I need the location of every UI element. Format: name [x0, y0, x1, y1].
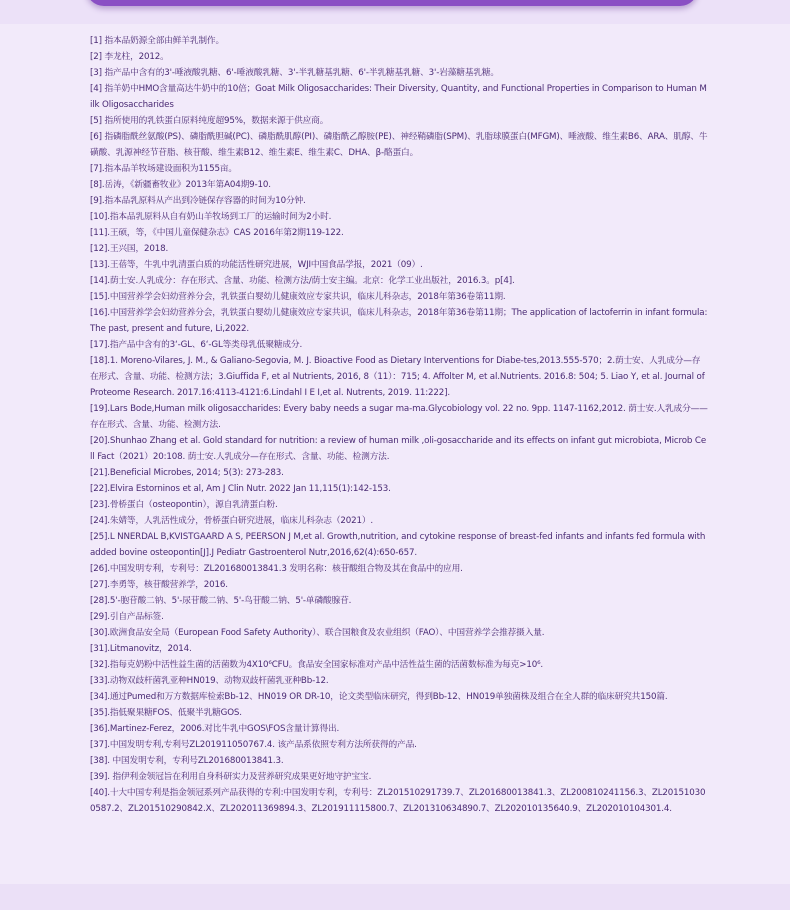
reference-item: [21].Beneficial Microbes, 2014; 5(3): 273-283.: [90, 468, 284, 478]
reference-item: [27].李勇等，核苷酸营养学，2016.: [90, 580, 228, 590]
reference-item: [19].Lars Bode,Human milk oligosaccharides: Every baby needs a sugar ma-ma.Glycobiology vol. 22 no. 9pp. 1147-1162,2012. 荫士安.人乳成分——存在形式、含量、功能、检测方法.: [90, 404, 708, 430]
reference-item: [26].中国发明专利，专利号：ZL201680013841.3 发明名称：核苷酸组合物及其在食品中的应用.: [90, 564, 463, 574]
reference-item: [25].L NNERDAL B,KVISTGAARD A S, PEERSON J M,et al. Growth,nutrition, and cytokine response of breast-fed infants and infants fed formula with added bovine osteopontin[J].J Pediatr Gastroenterol Nutr,2016,62(4):650-657.: [90, 532, 706, 558]
reference-item: [32].指每克奶粉中活性益生菌的活菌数为4X10⁶CFU。食品安全国家标准对产品中活性益生菌的活菌数标准为每克>10⁶.: [90, 660, 544, 670]
reference-item: [22].Elvira Estorninos et al, Am J Clin Nutr. 2022 Jan 11,115(1):142-153.: [90, 484, 391, 494]
reference-item: [34].通过Pumed和万方数据库检索Bb-12、HN019 OR DR-10，论文类型临床研究，得到Bb-12、HN019单独菌株及组合在全人群的临床研究共150篇.: [90, 692, 668, 702]
reference-item: [30].欧洲食品安全局（European Food Safety Authority）、联合国粮食及农业组织（FAO）、中国营养学会推荐摄入量.: [90, 628, 545, 638]
reference-item: [36].Martinez-Ferez，2006.对比牛乳中GOS\FOS含量计算得出.: [90, 724, 340, 734]
reference-item: [8].岳涛，《新疆畜牧业》2013年第A04期9-10.: [90, 180, 271, 190]
decorative-header-tab: [86, 0, 698, 6]
reference-item: [5] 指所使用的乳铁蛋白原料纯度超95%，数据来源于供应商。: [90, 116, 329, 126]
reference-item: [18].1. Moreno-Vilares, J. M., & Galiano-Segovia, M. J. Bioactive Food as Dietary Interventions for Diabe-tes,2013.555-570；2.荫士安、人乳成分—存在形式、含量、功能、检测方法；3.Giuffida F, et al Nutrients, 2016, 8（11）：715; 4. Affolter M, et al.Nutrients. 2016.8: 504; 5. Liao Y, et al. Journal of Proteome Research. 2017.16:4113-4121:6.Lindahl I E I,et al. Nutrents, 2019. 11:222].: [90, 356, 705, 398]
reference-item: [31].Litmanovitz，2014.: [90, 644, 192, 654]
reference-item: [4] 指羊奶中HMO含量高达牛奶中的10倍；Goat Milk Oligosaccharides: Their Diversity, Quantity, and Functional Properties in Comparison to Human Milk Oligosaccharides: [90, 84, 707, 110]
reference-item: [15].中国营养学会妇幼营养分会，乳铁蛋白婴幼儿健康效应专家共识，临床儿科杂志，2018年第36卷第11期.: [90, 292, 506, 302]
reference-item: [17].指产品中含有的3‘-GL、6‘-GL等类母乳低聚糖成分.: [90, 340, 303, 350]
reference-item: [7].指本品羊牧场建设面积为1155亩。: [90, 164, 237, 174]
reference-item: [37].中国发明专利,专利号ZL201911050767.4. 该产品系依照专利方法所获得的产品.: [90, 740, 417, 750]
reference-item: [20].Shunhao Zhang et al. Gold standard for nutrition: a review of human milk ,oli-gosaccharide and its effects on infant gut microbiota, Microb Cell Fact（2021）20:108. 荫士安.人乳成分—存在形式、含量、功能、检测方法.: [90, 436, 707, 462]
reference-item: [29].引自产品标签.: [90, 612, 164, 622]
reference-list: [90, 33, 708, 817]
reference-item: [6] 指磷脂酰丝氨酸(PS)、磷脂酰胆碱(PC)、磷脂酰肌醇(PI)、磷脂酰乙醇胺(PE)、神经鞘磷脂(SPM)、乳脂球膜蛋白(MFGM)、唾液酸、维生素B6、ARA、肌醇、牛磺酸、乳源神经节苷脂、核苷酸、维生素B12、维生素E、维生素C、DHA、β-酪蛋白。: [90, 132, 708, 158]
reference-item: [38]. 中国发明专利，专利号ZL201680013841.3.: [90, 756, 284, 766]
reference-item: [16].中国营养学会妇幼营养分会，乳铁蛋白婴幼儿健康效应专家共识，临床儿科杂志，2018年第36卷第11期；The application of lactoferrin in infant formula:The past, present and future, Li,2022.: [90, 308, 708, 334]
reference-item: [11].王硕，等，《中国儿童保健杂志》CAS 2016年第2期119-122.: [90, 228, 344, 238]
reference-item: [40].十大中国专利是指金领冠系列产品获得的专利:中国发明专利，专利号：ZL201510291739.7、ZL201680013841.3、ZL200810241156.3、ZL201510300587.2、ZL201510290842.X、ZL202011369894.3、ZL201911115800.7、ZL201310634890.7、ZL202010135640.9、ZL202010104301.4.: [90, 788, 706, 814]
reference-item: [12].王兴国，2018.: [90, 244, 169, 254]
reference-item: [3] 指产品中含有的3'-唾液酸乳糖、6'-唾液酸乳糖、3'-半乳糖基乳糖、6'-半乳糖基乳糖、3'-岩藻糖基乳糖。: [90, 68, 499, 78]
reference-item: [9].指本品乳原料从产出到冷链保存容器的时间为10分钟.: [90, 196, 306, 206]
reference-item: [39]. 指伊利金领冠旨在利用自身科研实力及营养研究成果更好地守护宝宝.: [90, 772, 372, 782]
reference-item: [2] 李龙柱，2012。: [90, 52, 169, 62]
reference-item: [24].朱婧等，人乳活性成分，骨桥蛋白研究进展，临床儿科杂志（2021）.: [90, 516, 374, 526]
reference-item: [10].指本品乳原料从自有奶山羊牧场到工厂的运输时间为2小时.: [90, 212, 332, 222]
reference-item: [1] 指本品奶源全部由鲜羊乳制作。: [90, 36, 224, 46]
reference-item: [23].骨桥蛋白（osteopontin），源自乳清蛋白粉.: [90, 500, 278, 510]
reference-item: [28].5'-胞苷酸二钠、5'-尿苷酸二钠、5'-鸟苷酸二钠、5'-单磷酸腺苷.: [90, 596, 352, 606]
reference-item: [14].荫士安.人乳成分：存在形式、含量、功能、检测方法/荫士安主编。北京：化学工业出版社，2016.3。p[4].: [90, 276, 515, 286]
reference-item: [33].动物双歧杆菌乳亚种HN019、动物双歧杆菌乳亚种Bb-12.: [90, 676, 329, 686]
footer-band: [0, 884, 790, 910]
reference-item: [13].王蓓等，牛乳中乳清蛋白质的功能活性研究进展，WJI中国食品学报，2021（09）.: [90, 260, 423, 270]
reference-item: [35].指低聚果糖FOS、低聚半乳糖GOS.: [90, 708, 242, 718]
